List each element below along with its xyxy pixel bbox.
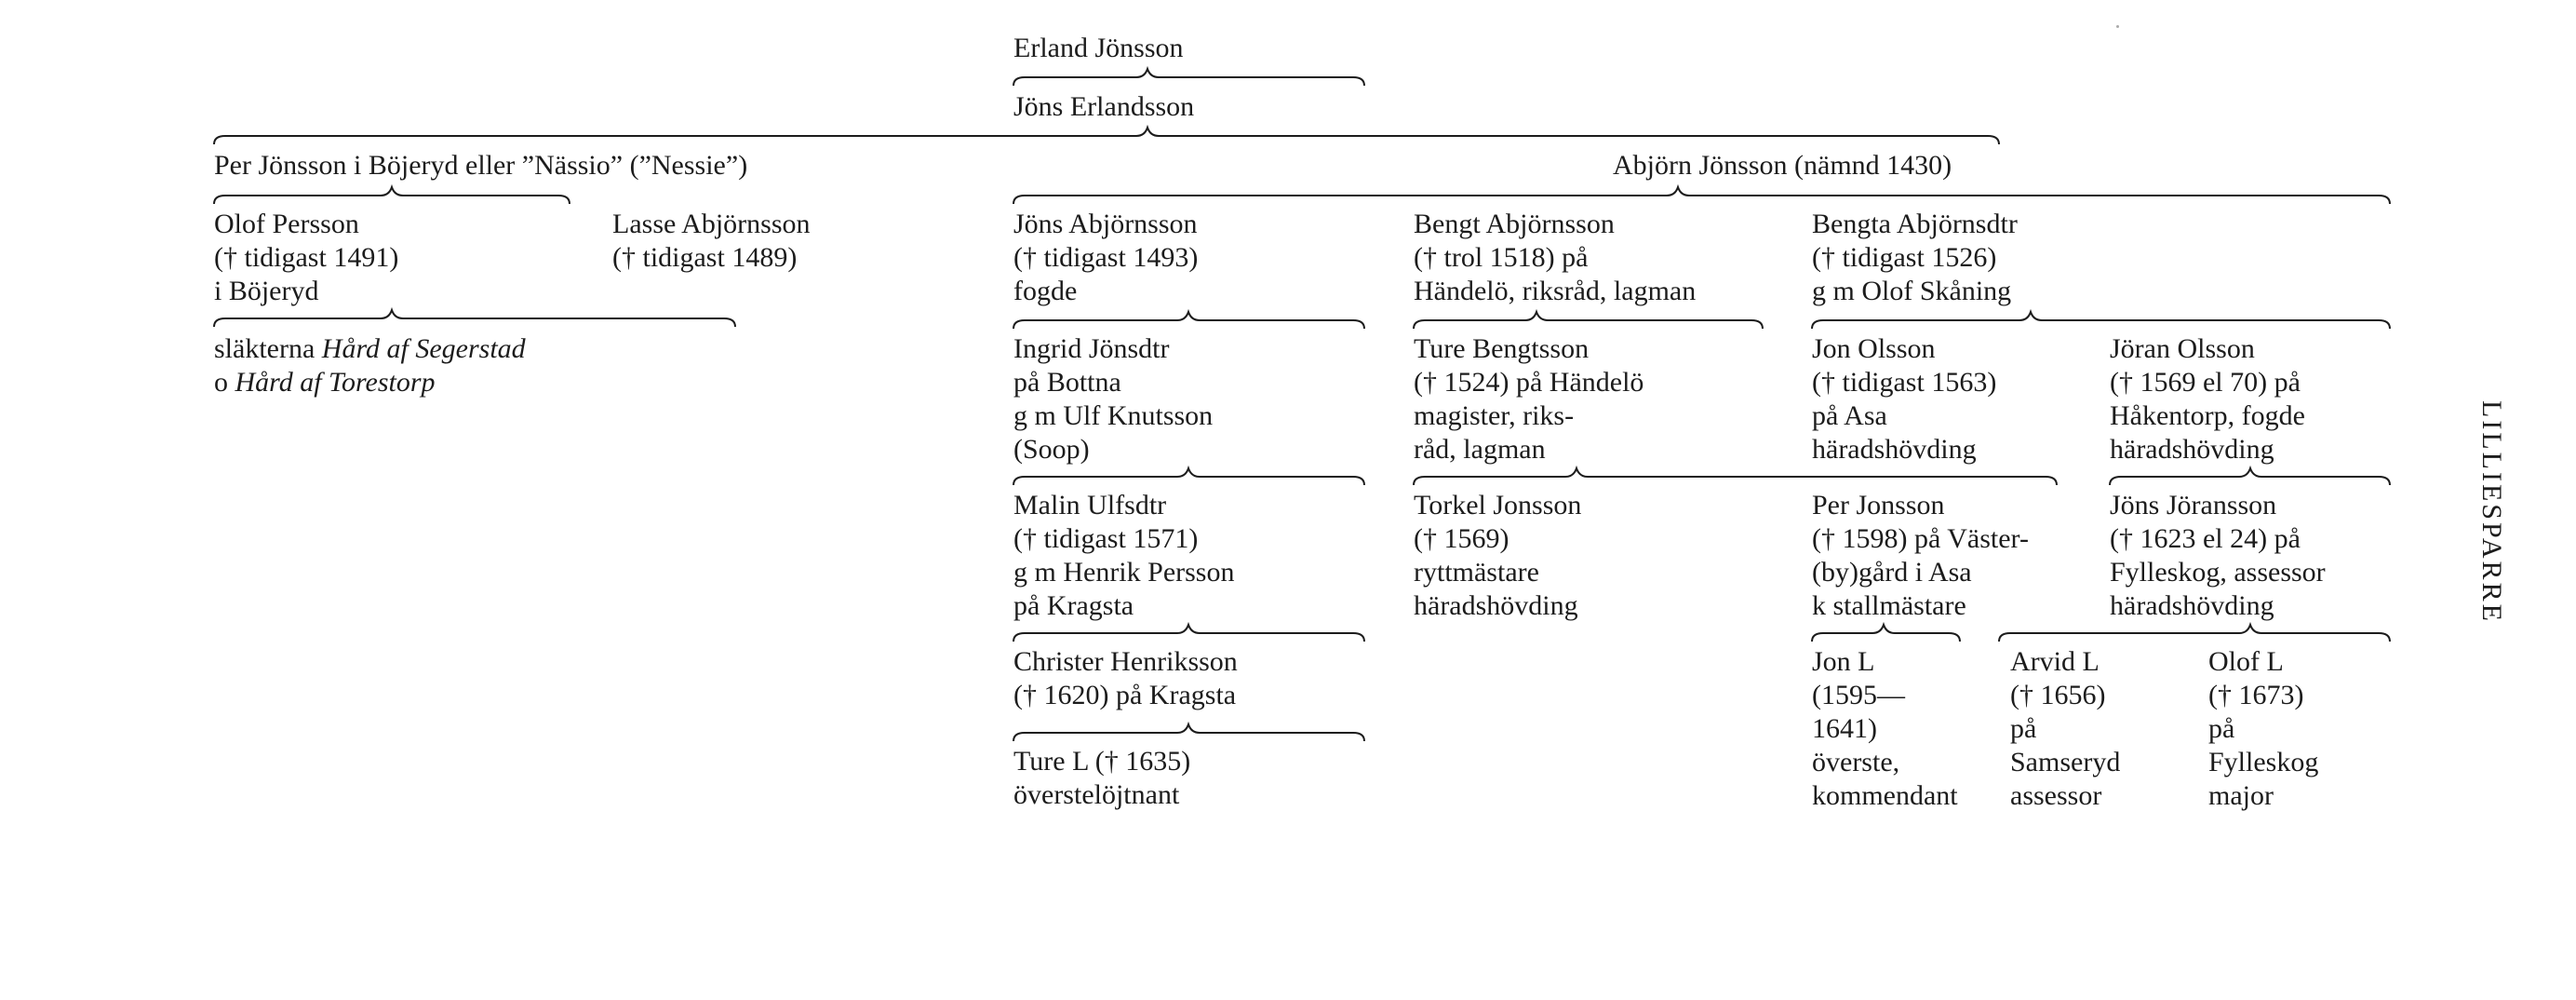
person-arvid-line-5: assessor — [2010, 780, 2102, 811]
person-jons-a-line-3: fogde — [1013, 276, 1078, 306]
person-joran-line-2: († 1569 el 70) på — [2110, 367, 2301, 398]
person-lasse-line-1: Lasse Abjörnsson — [612, 209, 811, 239]
person-torkel-line-3: ryttmästare — [1414, 557, 1539, 588]
person-jon-o-line-3: på Asa — [1812, 400, 1887, 431]
person-jons-a-line-2: († tidigast 1493) — [1013, 242, 1199, 273]
person-malin-line-1: Malin Ulfsdtr — [1013, 490, 1167, 520]
person-ture-b-line-1: Ture Bengtsson — [1414, 333, 1590, 364]
person-olof-p-line-3: i Böjeryd — [214, 276, 319, 306]
person-per-j-line-1: Per Jönsson i Böjeryd eller ”Nässio” (”Nessie”) — [214, 150, 748, 181]
person-abjorn-line-1: Abjörn Jönsson (nämnd 1430) — [1613, 150, 1952, 181]
person-torkel-line-1: Torkel Jonsson — [1414, 490, 1582, 520]
person-ture-b-line-3: magister, riks- — [1414, 400, 1575, 431]
person-jon-l-line-2: (1595— — [1812, 680, 1905, 710]
person-slakt-line-2: o Hård af Torestorp — [214, 367, 436, 398]
person-bengt-line-2: († trol 1518) på — [1414, 242, 1589, 273]
person-ture-b-line-4: råd, lagman — [1414, 434, 1546, 465]
person-jon-o-line-2: († tidigast 1563) — [1812, 367, 1997, 398]
person-joran-line-3: Håkentorp, fogde — [2110, 400, 2305, 431]
descent-bracket-1 — [1013, 69, 1364, 86]
person-jons-e-line-1: Jöns Erlandsson — [1013, 91, 1195, 122]
person-torkel-line-2: († 1569) — [1414, 523, 1509, 554]
person-joran-line-4: häradshövding — [2110, 434, 2274, 465]
descent-bracket-9 — [1013, 468, 1364, 485]
person-jon-o-line-1: Jon Olsson — [1812, 333, 1936, 364]
person-per-jo-line-2: († 1598) på Väster- — [1812, 523, 2029, 554]
person-bengt-line-3: Händelö, riksråd, lagman — [1414, 276, 1697, 306]
person-lasse-line-2: († tidigast 1489) — [612, 242, 798, 273]
person-ingrid-line-2: på Bottna — [1013, 367, 1121, 398]
person-jons-a-line-1: Jöns Abjörnsson — [1013, 209, 1198, 239]
person-bengta-line-2: († tidigast 1526) — [1812, 242, 1997, 273]
person-olof-p-line-1: Olof Persson — [214, 209, 359, 239]
descent-bracket-11 — [2110, 468, 2390, 485]
person-olof-l-line-4: Fylleskog — [2208, 747, 2319, 777]
person-per-jo-line-4: k stallmästare — [1812, 590, 1966, 621]
person-joran-line-1: Jöran Olsson — [2110, 333, 2255, 364]
person-malin-line-4: på Kragsta — [1013, 590, 1134, 621]
descent-bracket-3 — [214, 187, 570, 204]
person-arvid-line-2: († 1656) — [2010, 680, 2106, 710]
person-malin-line-3: g m Henrik Persson — [1013, 557, 1235, 588]
person-arvid-line-4: Samseryd — [2010, 747, 2121, 777]
person-ture-b-line-2: († 1524) på Händelö — [1414, 367, 1644, 398]
scan-speck — [2116, 25, 2119, 28]
descent-bracket-6 — [1013, 312, 1364, 329]
person-jons-j-line-3: Fylleskog, assessor — [2110, 557, 2326, 588]
person-ingrid-line-4: (Soop) — [1013, 434, 1090, 465]
person-bengta-line-3: g m Olof Skåning — [1812, 276, 2012, 306]
person-per-jo-line-3: (by)gård i Asa — [1812, 557, 1972, 588]
person-ingrid-line-1: Ingrid Jönsdtr — [1013, 333, 1170, 364]
person-olof-l-line-5: major — [2208, 780, 2274, 811]
person-arvid-line-3: på — [2010, 713, 2037, 744]
descent-bracket-10 — [1414, 468, 2057, 485]
descent-bracket-2 — [214, 128, 1999, 144]
person-olof-l-line-1: Olof L — [2208, 646, 2284, 677]
person-olof-l-line-3: på — [2208, 713, 2235, 744]
person-jon-l-line-4: överste, — [1812, 747, 1900, 777]
person-ture-l-line-2: överstelöjtnant — [1013, 779, 1180, 810]
person-jon-l-line-5: kommendant — [1812, 780, 1958, 811]
person-jons-j-line-2: († 1623 el 24) på — [2110, 523, 2301, 554]
person-malin-line-2: († tidigast 1571) — [1013, 523, 1199, 554]
descent-bracket-15 — [1013, 724, 1364, 741]
person-torkel-line-4: häradshövding — [1414, 590, 1578, 621]
descent-bracket-4 — [1013, 187, 2390, 204]
descent-bracket-14 — [1999, 625, 2390, 642]
person-jons-j-line-4: häradshövding — [2110, 590, 2274, 621]
family-name-title: LILLIESPARRE — [2476, 400, 2507, 624]
person-ingrid-line-3: g m Ulf Knutsson — [1013, 400, 1214, 431]
person-slakt-line-1: släkterna Hård af Segerstad — [214, 333, 526, 364]
descent-bracket-7 — [1414, 312, 1763, 329]
person-arvid-line-1: Arvid L — [2010, 646, 2100, 677]
person-olof-l-line-2: († 1673) — [2208, 680, 2304, 710]
descent-bracket-13 — [1812, 625, 1960, 642]
person-jon-l-line-3: 1641) — [1812, 713, 1877, 744]
person-christer-line-1: Christer Henriksson — [1013, 646, 1238, 677]
person-bengt-line-1: Bengt Abjörnsson — [1414, 209, 1615, 239]
descent-bracket-5 — [214, 310, 735, 327]
person-bengta-line-1: Bengta Abjörnsdtr — [1812, 209, 2018, 239]
person-jons-j-line-1: Jöns Jöransson — [2110, 490, 2277, 520]
person-olof-p-line-2: († tidigast 1491) — [214, 242, 399, 273]
person-erland-line-1: Erland Jönsson — [1013, 33, 1184, 63]
person-jon-o-line-4: häradshövding — [1812, 434, 1977, 465]
descent-bracket-8 — [1812, 312, 2390, 329]
person-jon-l-line-1: Jon L — [1812, 646, 1875, 677]
person-ture-l-line-1: Ture L († 1635) — [1013, 746, 1191, 777]
person-christer-line-2: († 1620) på Kragsta — [1013, 680, 1237, 710]
person-per-jo-line-1: Per Jonsson — [1812, 490, 1945, 520]
descent-bracket-12 — [1013, 625, 1364, 642]
